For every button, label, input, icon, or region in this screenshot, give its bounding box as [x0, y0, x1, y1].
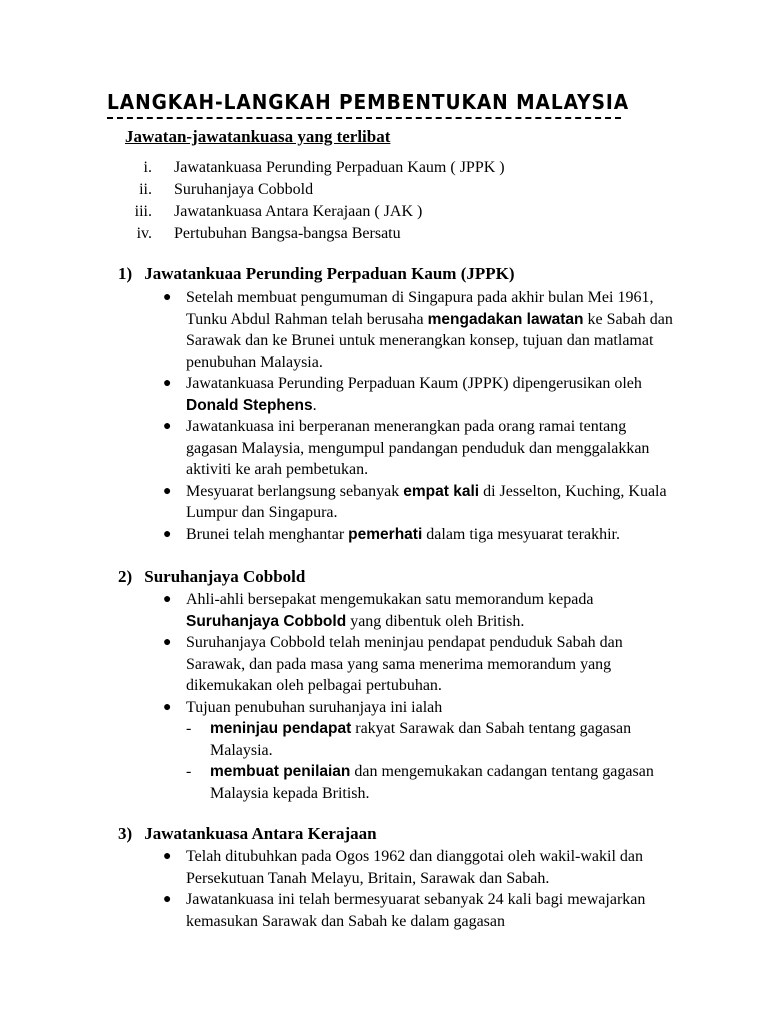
section-2-bullets — [160, 589, 680, 804]
bullet-icon: ● — [163, 892, 172, 907]
bullet-icon: ● — [163, 849, 172, 864]
section-number: 3) — [118, 824, 133, 843]
dash-marker: - — [186, 763, 192, 780]
section-title: Suruhanjaya Cobbold — [144, 567, 306, 586]
bullet-icon: ● — [163, 699, 172, 715]
list-item-text: Suruhanjaya Cobbold — [174, 181, 314, 198]
list-item-number: iii. — [134, 203, 152, 220]
bullet-item: ● Telah ditubuhkan pada Ogos 1962 dan dianggotai oleh wakil-wakil dan Persekutuan Tanah Melayu, Britain, Sarawak dan Sabah. — [163, 848, 643, 887]
emphasis: membuat penilaian — [210, 763, 351, 780]
section-1-heading — [118, 263, 515, 285]
bullet-item: ● Tujuan penubuhan suruhanjaya ini ialah - meninjau pendapat rakyat Sarawak dan Sabah tentang gagasan Malaysia. - membuat penilaian dan mengemukakan cadangan tentang gagasan Malaysia kepada British. — [160, 697, 680, 805]
section-title: Jawatankuaa Perunding Perpaduan Kaum (JPPK) — [144, 264, 515, 283]
list-item-number: ii. — [139, 181, 152, 198]
bullet-item: ● Jawatankuasa Perunding Perpaduan Kaum (JPPK) dipengerusikan oleh Donald Stephens. — [163, 375, 642, 414]
section-1-bullets — [160, 287, 680, 545]
emphasis: meninjau pendapat — [210, 720, 352, 737]
bullet-item: ● Jawatankuasa ini telah bermesyuarat sebanyak 24 kali bagi mewajarkan kemasukan Sarawak dan Sabah ke dalam gagasan — [163, 891, 646, 930]
bullet-item: ● Ahli-ahli bersepakat mengemukakan satu memorandum kepada Suruhanjaya Cobbold yang dibentuk oleh British. — [163, 591, 594, 630]
section-2-heading — [118, 566, 305, 588]
document-title: LANGKAH-LANGKAH PEMBENTUKAN MALAYSIA — [107, 90, 630, 114]
bullet-item: ● Suruhanjaya Cobbold telah meninjau pendapat penduduk Sabah dan Sarawak, dan pada masa yang sama menerima memorandum yang dikemukakan oleh pelbagai pertubuhan. — [163, 634, 623, 694]
bullet-icon: ● — [163, 635, 172, 650]
dash-marker: - — [186, 720, 192, 737]
bullet-item: ● Jawatankuasa ini berperanan menerangkan pada orang ramai tentang gagasan Malaysia, mengumpul pandangan penduduk dan menggalakkan aktiviti ke arah pembetukan. — [163, 418, 650, 478]
title-dashed-rule — [107, 117, 621, 119]
list-item-text: Jawatankuasa Perunding Perpaduan Kaum ( JPPK ) — [174, 159, 505, 176]
bullet-item: ● Brunei telah menghantar pemerhati dalam tiga mesyuarat terakhir. — [160, 524, 680, 546]
emphasis: mengadakan lawatan — [427, 310, 584, 328]
bullet-item: ● Setelah membuat pengumuman di Singapura pada akhir bulan Mei 1961, Tunku Abdul Rahman telah berusaha mengadakan lawatan ke Sabah dan Sarawak dan ke Brunei untuk menerangkan konsep, tujuan dan matlamat penubuhan Malaysia. — [163, 289, 673, 371]
bullet-icon: ● — [163, 419, 172, 434]
emphasis: pemerhati — [348, 525, 423, 543]
section-title: Jawatankuasa Antara Kerajaan — [144, 824, 377, 843]
list-item-text: Jawatankuasa Antara Kerajaan ( JAK ) — [174, 203, 423, 220]
emphasis: Donald Stephens — [186, 396, 313, 414]
section-number: 1) — [118, 264, 133, 283]
committees-heading: Jawatan-jawatankuasa yang terlibat — [125, 127, 391, 146]
emphasis: empat kali — [403, 482, 480, 500]
bullet-icon: ● — [163, 483, 172, 499]
sub-list-item: - membuat penilaian dan mengemukakan cadangan tentang gagasan Malaysia kepada British. — [186, 763, 654, 802]
list-item-text: Pertubuhan Bangsa-bangsa Bersatu — [174, 225, 401, 242]
list-item-number: i. — [143, 159, 152, 176]
emphasis: Suruhanjaya Cobbold — [186, 612, 347, 630]
section-3-heading — [118, 823, 377, 845]
bullet-icon: ● — [163, 376, 172, 391]
section-3-bullets — [160, 846, 680, 932]
bullet-icon: ● — [163, 526, 172, 542]
bullet-icon: ● — [163, 592, 172, 607]
bullet-item: ● Mesyuarat berlangsung sebanyak empat kali di Jesselton, Kuching, Kuala Lumpur dan Singapura. — [163, 482, 667, 521]
bullet-icon: ● — [163, 290, 172, 305]
sub-list — [186, 718, 680, 804]
list-item-number: iv. — [136, 225, 152, 242]
sub-list-item: - meninjau pendapat rakyat Sarawak dan Sabah tentang gagasan Malaysia. — [186, 720, 632, 759]
section-number: 2) — [118, 567, 133, 586]
